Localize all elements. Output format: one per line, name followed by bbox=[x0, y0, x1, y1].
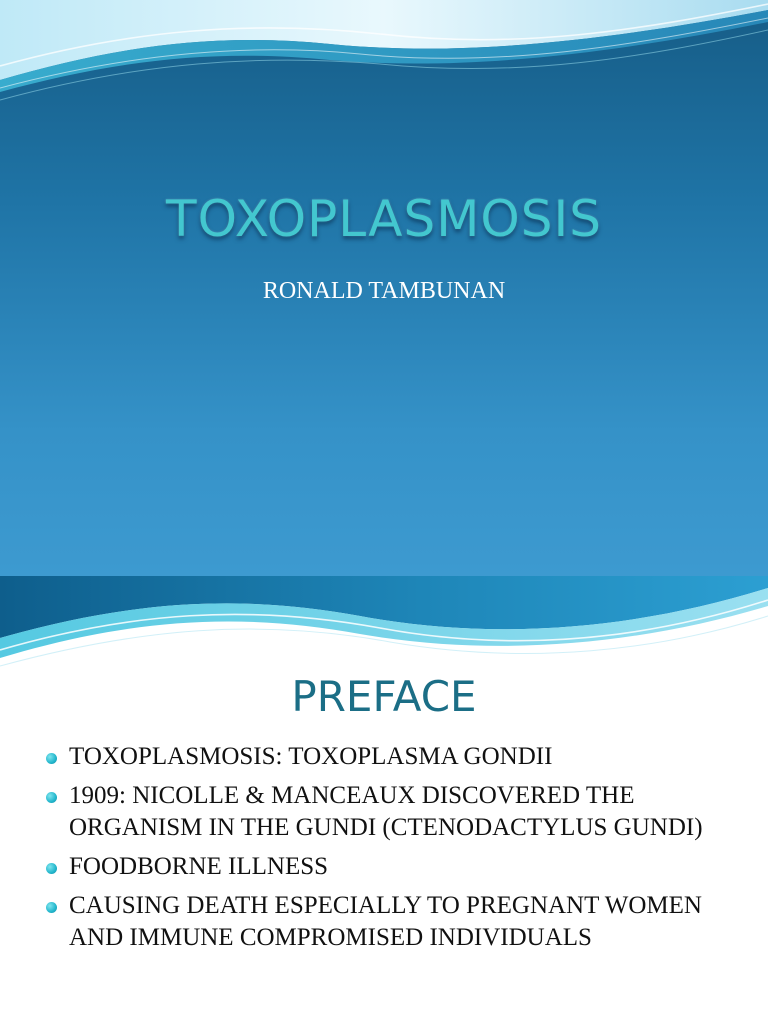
bullet-dot-icon bbox=[46, 753, 57, 764]
list-item bbox=[44, 890, 744, 954]
preface-heading: PREFACE bbox=[291, 672, 477, 721]
slide-subtitle-author: RONALD TAMBUNAN bbox=[262, 278, 506, 304]
bullet-text: FOODBORNE ILLNESS bbox=[69, 853, 329, 880]
list-item bbox=[44, 851, 744, 883]
bullet-dot-icon bbox=[46, 863, 57, 874]
bullet-text: TOXOPLASMOSIS: TOXOPLASMA GONDII bbox=[69, 743, 553, 770]
bullet-dot-icon bbox=[46, 902, 57, 913]
bullet-list bbox=[44, 741, 744, 961]
bullet-text: CAUSING DEATH ESPECIALLY TO PREGNANT WOMEN AND IMMUNE COMPROMISED INDIVIDUALS bbox=[69, 892, 702, 951]
bullet-text: 1909: NICOLLE & MANCEAUX DISCOVERED THE ORGANISM IN THE GUNDI (CTENODACTYLUS GUNDI) bbox=[69, 782, 703, 841]
slide-title: TOXOPLASMOSIS bbox=[166, 190, 602, 248]
bullet-dot-icon bbox=[46, 792, 57, 803]
decorative-wave-header bbox=[0, 576, 768, 676]
list-item bbox=[44, 780, 744, 844]
list-item bbox=[44, 741, 744, 773]
preface-slide bbox=[0, 576, 768, 1024]
